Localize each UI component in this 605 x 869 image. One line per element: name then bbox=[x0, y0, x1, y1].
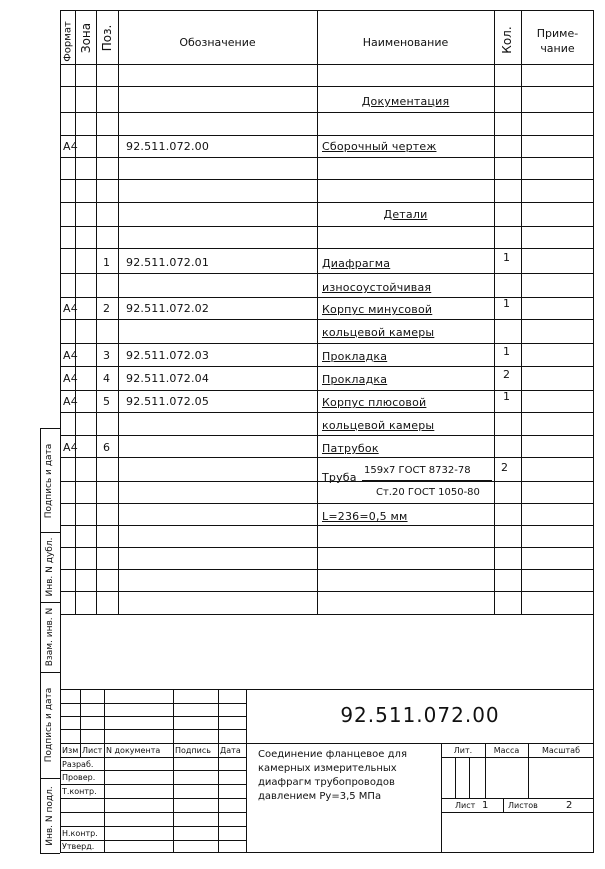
header-designation: Обозначение bbox=[179, 36, 256, 49]
pipe-denominator: Ст.20 ГОСТ 1050-80 bbox=[376, 487, 480, 498]
row-pos: 5 bbox=[103, 395, 111, 408]
col-izm: Изм bbox=[62, 746, 79, 755]
sheets-label: Листов bbox=[508, 801, 538, 810]
row-designation: 92.511.072.02 bbox=[126, 302, 210, 315]
section-documentation: Документация bbox=[361, 95, 450, 108]
row-tkontr: Т.контр. bbox=[62, 787, 97, 796]
side-strip-left-border bbox=[40, 428, 41, 853]
header-pos: Поз. bbox=[100, 24, 114, 52]
row-format: А4 bbox=[63, 441, 78, 454]
massa-label: Масса bbox=[493, 746, 520, 755]
row-pos: 2 bbox=[103, 302, 111, 315]
doc-number: 92.511.072.00 bbox=[340, 703, 500, 727]
row-name: Прокладка bbox=[322, 350, 388, 363]
header-zone: Зона bbox=[79, 22, 93, 54]
sheet-label: Лист bbox=[455, 801, 476, 810]
row-name-cont: кольцевой камеры bbox=[322, 326, 435, 339]
header-format: Формат bbox=[62, 21, 74, 62]
doc-title-line: камерных измерительных bbox=[258, 763, 397, 774]
col-list: Лист bbox=[82, 746, 103, 755]
pipe-numerator: 159х7 ГОСТ 8732-78 bbox=[364, 465, 471, 476]
row-pos: 6 bbox=[103, 441, 111, 454]
doc-title-line: диафрагм трубопроводов bbox=[258, 777, 395, 788]
row-razrab: Разраб. bbox=[62, 760, 94, 769]
row-name: Сборочный чертеж bbox=[322, 140, 437, 153]
masshtab-label: Масштаб bbox=[541, 746, 581, 755]
section-parts: Детали bbox=[383, 208, 428, 221]
row-utverd: Утверд. bbox=[62, 842, 95, 851]
row-pos: 1 bbox=[103, 256, 111, 269]
row-designation: 92.511.072.00 bbox=[126, 140, 210, 153]
row-format: А4 bbox=[63, 372, 78, 385]
row-format: А4 bbox=[63, 140, 78, 153]
pipe-length: L=236=0,5 мм bbox=[322, 510, 408, 523]
row-qty: 1 bbox=[503, 297, 511, 310]
header-note-line1: Приме- bbox=[536, 27, 579, 40]
row-format: А4 bbox=[63, 302, 78, 315]
header-qty: Кол. bbox=[500, 26, 514, 54]
row-name-cont: кольцевой камеры bbox=[322, 419, 435, 432]
row-designation: 92.511.072.04 bbox=[126, 372, 210, 385]
row-pos: 4 bbox=[103, 372, 111, 385]
col-sign: Подпись bbox=[175, 746, 211, 755]
doc-title-line: давлением Ру=3,5 МПа bbox=[258, 791, 382, 802]
row-qty: 1 bbox=[503, 345, 511, 358]
sheet-value: 1 bbox=[482, 800, 489, 811]
pipe-prefix: Труба bbox=[322, 471, 357, 484]
row-qty: 2 bbox=[503, 368, 511, 381]
row-format: А4 bbox=[63, 395, 78, 408]
row-name: Корпус минусовой bbox=[322, 303, 433, 316]
col-ndoc: N документа bbox=[106, 746, 161, 755]
side-label-inv-podl: Инв. N подл. bbox=[45, 786, 55, 846]
header-name: Наименование bbox=[362, 36, 449, 49]
row-designation: 92.511.072.03 bbox=[126, 349, 210, 362]
row-designation: 92.511.072.01 bbox=[126, 256, 210, 269]
row-name-cont: износоустойчивая bbox=[322, 281, 432, 294]
row-name: Диафрагма bbox=[322, 257, 391, 270]
row-name: Прокладка bbox=[322, 373, 388, 386]
row-qty: 1 bbox=[503, 390, 511, 403]
sheets-value: 2 bbox=[566, 800, 573, 811]
row-nkontr: Н.контр. bbox=[62, 829, 98, 838]
row-prover: Провер. bbox=[62, 773, 96, 782]
row-designation: 92.511.072.05 bbox=[126, 395, 210, 408]
pipe-fraction-line bbox=[362, 480, 492, 481]
side-label-vzam-inv: Взам. инв. N bbox=[45, 607, 55, 667]
row-format: А4 bbox=[63, 349, 78, 362]
row-pos: 3 bbox=[103, 349, 111, 362]
row-qty: 1 bbox=[503, 251, 511, 264]
lit-label: Лит. bbox=[453, 746, 473, 755]
col-date: Дата bbox=[220, 746, 241, 755]
row-name: Патрубок bbox=[322, 442, 379, 455]
pipe-qty: 2 bbox=[501, 461, 509, 474]
side-label-sign-date-1: Подпись и дата bbox=[44, 443, 54, 519]
side-label-inv-dubl: Инв. N дубл. bbox=[45, 537, 55, 597]
header-note-line2: чание bbox=[540, 42, 575, 55]
doc-title-line: Соединение фланцевое для bbox=[258, 749, 407, 760]
side-label-sign-date-2: Подпись и дата bbox=[44, 687, 54, 763]
row-name: Корпус плюсовой bbox=[322, 396, 427, 409]
